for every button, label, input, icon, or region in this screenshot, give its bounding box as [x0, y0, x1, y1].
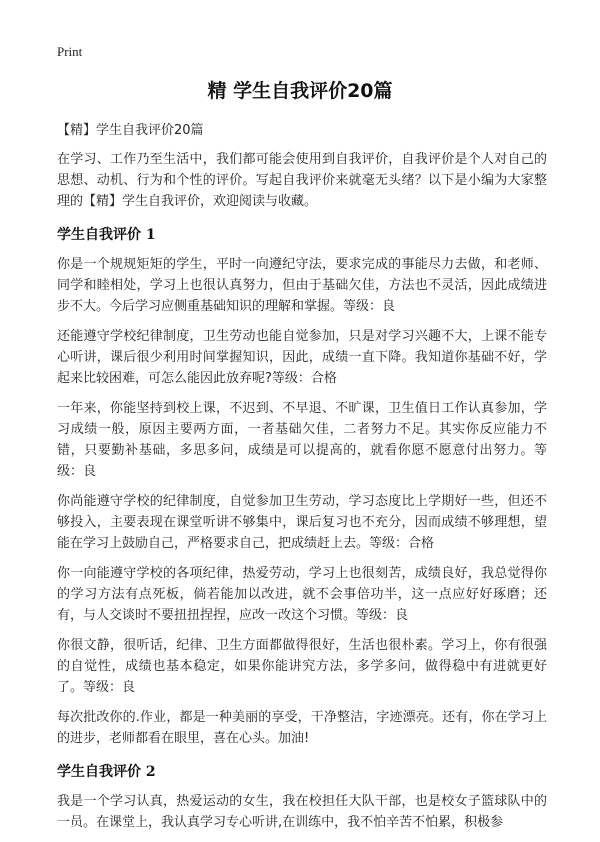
paragraph: 每次批改你的.作业，都是一种美丽的享受，干净整洁，字迹漂亮。还有，你在学习上的进步，老师都看在眼里，喜在心头。加油!	[57, 710, 547, 746]
paragraph: 你尚能遵守学校的纪律制度，自觉参加卫生劳动，学习态度比上学期好一些，但还不够投入，主要表现在课堂听讲不够集中，课后复习也不充分，因而成绩不够理想，望能在学习上鼓励自己，严格要求自己，把成绩赶上去。等级：合格	[57, 494, 547, 551]
section-heading: 学生自我评价 2	[57, 764, 156, 780]
page-title: 精 学生自我评价20篇	[207, 80, 393, 102]
paragraph: 你一向能遵守学校的各项纪律，热爱劳动，学习上也很刻苦，成绩良好，我总觉得你的学习方法有点死板，倘若能加以改进，就不会事倍功半，这一点应好好琢磨；还有，与人交谈时不要扭扭捏捏，应改一改这个习惯。等级：良	[57, 566, 547, 623]
paragraph: 我是一个学习认真，热爱运动的女生，我在校担任大队干部，也是校女子篮球队中的一员。在课堂上，我认真学习专心听讲,在训练中，我不怕辛苦不怕累，积极参	[57, 794, 547, 830]
document-body	[57, 149, 547, 842]
paragraph: 一年来，你能坚持到校上课，不迟到、不早退、不旷课，卫生值日工作认真参加，学习成绩一般，原因主要两方面，一者基础欠佳，二者努力不足。其实你反应能力不错，只要勤补基础，多思多问，成绩是可以提高的，就看你愿不愿意付出努力。等级：良	[57, 401, 547, 479]
section-heading: 学生自我评价 1	[57, 227, 156, 243]
print-label: Print	[57, 44, 83, 59]
paragraph: 你很文静，很听话，纪律、卫生方面都做得很好，生活也很朴素。学习上，你有很强的自觉性，成绩也基本稳定，如果你能讲究方法，多学多问，做得稳中有进就更好了。等级：良	[57, 638, 547, 695]
paragraph: 你是一个规规矩矩的学生，平时一向遵纪守法，要求完成的事能尽力去做，和老师、同学和睦相处，学习上也很认真努力，但由于基础欠佳，方法也不灵活，因此成绩进步不大。今后学习应侧重基础知识的理解和掌握。等级：良	[57, 257, 547, 314]
paragraph: 还能遵守学校纪律制度，卫生劳动也能自觉参加，只是对学习兴趣不大，上课不能专心听讲，课后很少利用时间掌握知识，因此，成绩一直下降。我知道你基础不好，学起来比较困难，可怎么能因此放弃呢?等级：合格	[57, 329, 547, 386]
intro-paragraph: 在学习、工作乃至生活中，我们都可能会使用到自我评价，自我评价是个人对自己的思想、动机、行为和个性的评价。写起自我评价来就毫无头绪？以下是小编为大家整理的【精】学生自我评价，欢迎阅读与收藏。	[57, 152, 547, 209]
page-subtitle: 【精】学生自我评价20篇	[57, 123, 204, 138]
